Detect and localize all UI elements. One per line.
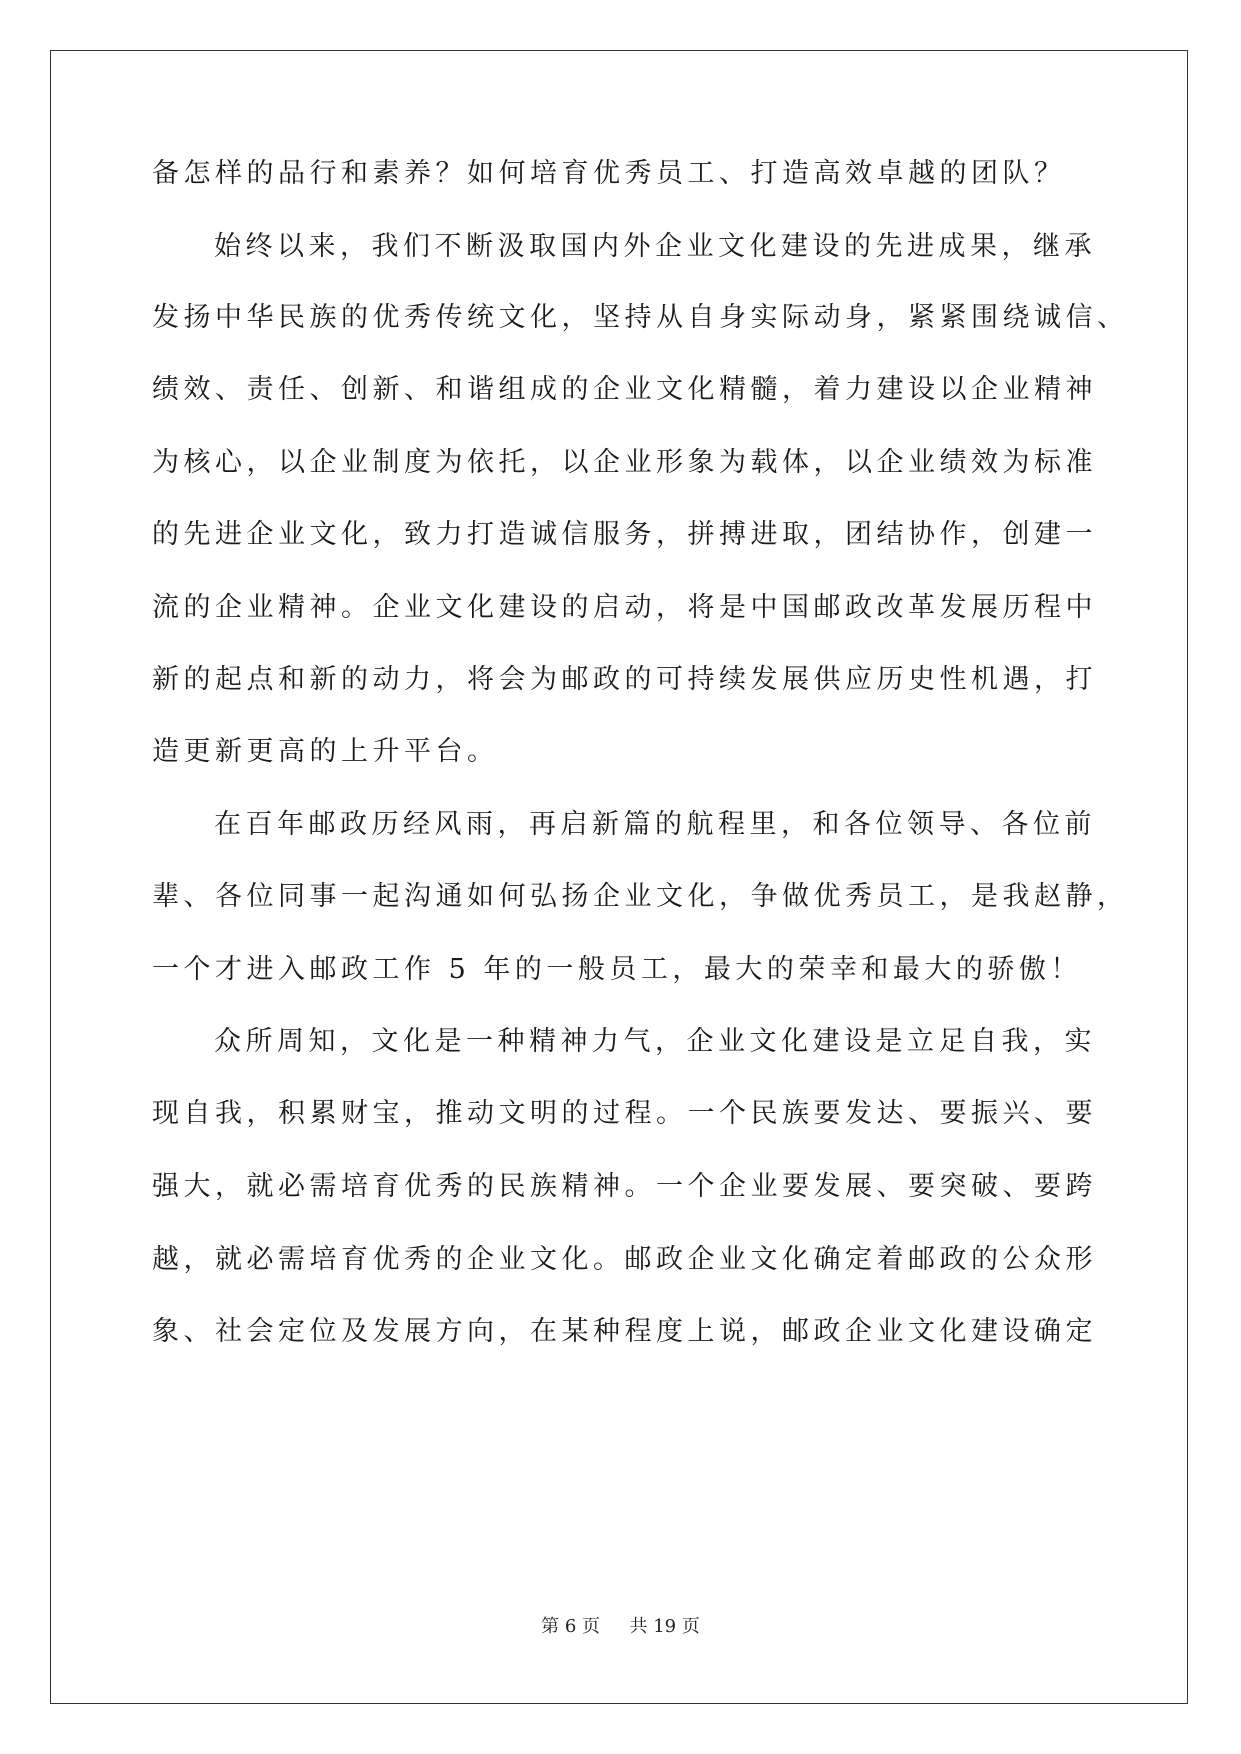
text-line: 强大，就必需培育优秀的民族精神。一个企业要发展、要突破、要跨 <box>152 1171 1097 1202</box>
text-line: 新的起点和新的动力，将会为邮政的可持续发展供应历史性机遇，打 <box>152 664 1097 695</box>
text-line: 的先进企业文化，致力打造诚信服务，拼搏进取，团结协作，创建一 <box>152 519 1097 550</box>
text-line: 辈、各位同事一起沟通如何弘扬企业文化，争做优秀员工，是我赵静， <box>152 881 1129 912</box>
text-line: 备怎样的品行和素养？如何培育优秀员工、打造高效卓越的团队？ <box>152 158 1066 189</box>
text-line: 绩效、责任、创新、和谐组成的企业文化精髓，着力建设以企业精神 <box>152 374 1097 405</box>
paragraph-first-line: 众所周知，文化是一种精神力气，企业文化建设是立足自我，实 <box>214 1026 1096 1057</box>
text-line: 造更新更高的上升平台。 <box>152 736 499 767</box>
text-line: 越，就必需培育优秀的企业文化。邮政企业文化确定着邮政的公众形 <box>152 1244 1097 1275</box>
text-line: 为核心，以企业制度为依托，以企业形象为载体，以企业绩效为标准 <box>152 447 1097 478</box>
text-line: 象、社会定位及发展方向，在某种程度上说，邮政企业文化建设确定 <box>152 1316 1097 1347</box>
text-line: 现自我，积累财宝，推动文明的过程。一个民族要发达、要振兴、要 <box>152 1098 1097 1129</box>
paragraph-first-line: 始终以来，我们不断汲取国内外企业文化建设的先进成果，继承 <box>214 231 1096 262</box>
page-number: 第 6 页 <box>541 1616 601 1637</box>
text-line: 发扬中华民族的优秀传统文化，坚持从自身实际动身，紧紧围绕诚信、 <box>152 302 1129 333</box>
text-line: 一个才进入邮政工作 5 年的一般员工，最大的荣幸和最大的骄傲！ <box>152 954 1082 985</box>
page-total: 共 19 页 <box>629 1616 700 1637</box>
text-line: 流的企业精神。企业文化建设的启动，将是中国邮政改革发展历程中 <box>152 592 1097 623</box>
page-footer <box>0 1612 1241 1638</box>
paragraph-first-line: 在百年邮政历经风雨，再启新篇的航程里，和各位领导、各位前 <box>214 809 1096 840</box>
